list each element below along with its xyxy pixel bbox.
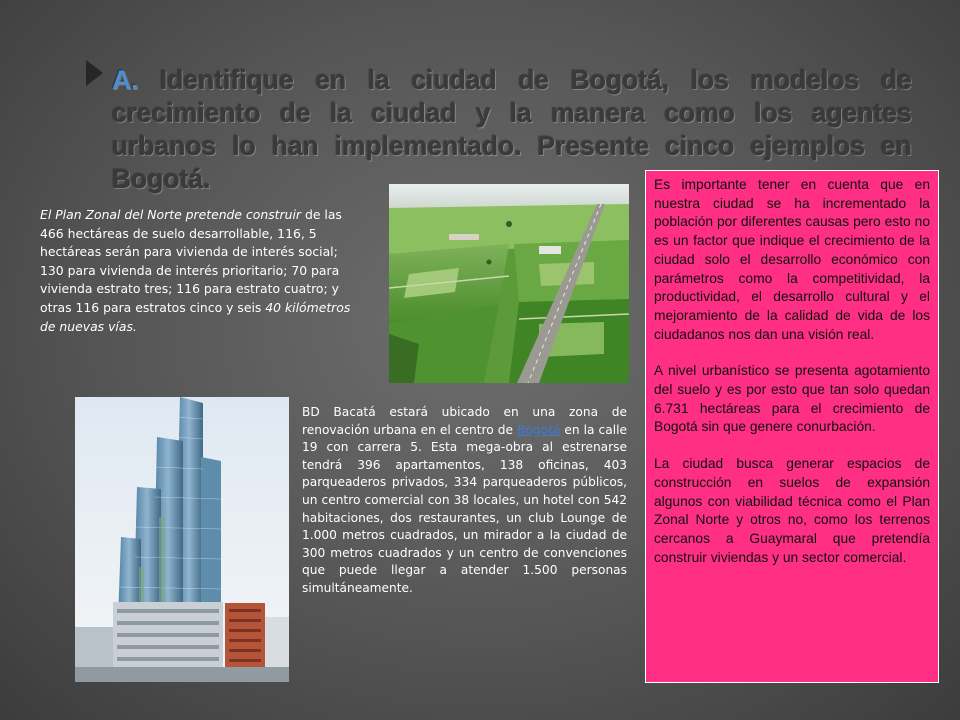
bd-bacata-text-2: en la calle 19 con carrera 5. Esta mega-obra al estrenarse tendrá 396 apartamentos, 138 oficinas, 403 parqueaderos privados, 334 parqueaderos públicos, un centro comercial con 38 locales, un hotel con 542 habitaciones, dos restaurantes, un club Lounge de 1.000 metros cuadrados, un mirador a la ciudad de 300 metros cuadrados y un centro de convenciones que puede llegar a atender 1.500 personas simultáneamente. bbox=[302, 422, 627, 595]
bd-bacata-tower-render bbox=[75, 397, 289, 682]
bogota-link[interactable]: Bogotá bbox=[517, 422, 561, 437]
title-text: Identifique en la ciudad de Bogotá, los modelos de crecimiento de la ciudad y la manera como los agentes urbanos lo han implementado. Presente cinco ejemplos en Bogotá. bbox=[112, 65, 913, 194]
aerial-land-photo bbox=[389, 184, 629, 383]
growth-analysis-box bbox=[645, 170, 939, 683]
plan-zonal-text-main: de las 466 hectáreas de suelo desarrollable, 116, 5 hectáreas serán para vivienda de interés social; 130 para vivienda de interés prioritario; 70 para vivienda estrato tres; 116 para estrato cuatro; y otras 116 para estratos cinco y seis bbox=[40, 207, 342, 315]
growth-paragraph-2: A nivel urbanístico se presenta agotamiento del suelo y es por esto que tan solo quedan 6.731 hectáreas para el crecimiento de Bogotá sin que genere conurbación. bbox=[654, 363, 930, 435]
plan-zonal-text-italic: El Plan Zonal del Norte pretende construir bbox=[40, 207, 302, 222]
bd-bacata-description bbox=[302, 404, 627, 598]
bd-bacata-text-1: BD Bacatá estará ubicado en una zona de renovación urbana en el centro de bbox=[302, 405, 627, 437]
growth-paragraph-3: La ciudad busca generar espacios de construcción en suelos de expansión algunos con viabilidad técnica como el Plan Zonal Norte y otros no, como los terrenos cercanos a Guaymaral que pretendía construir viviendas y un sector comercial. bbox=[654, 456, 930, 565]
growth-paragraph-1: Es importante tener en cuenta que en nuestra ciudad se ha incrementado la población por diferentes causas pero esto no es un factor que indique el crecimiento de la ciudad solo el desarrollo económico con parámetros como la competitividad, la productividad, el desarrollo cultural y el mejoramiento de la calidad de vida de los ciudadanos nos dan una visión real. bbox=[654, 177, 930, 342]
plan-zonal-text-roads: 40 kilómetros de nuevas vías. bbox=[40, 299, 351, 334]
plan-zonal-description bbox=[40, 206, 362, 336]
title-bullet-arrow-icon bbox=[86, 60, 103, 86]
title-lead-letter: A. bbox=[112, 65, 139, 95]
